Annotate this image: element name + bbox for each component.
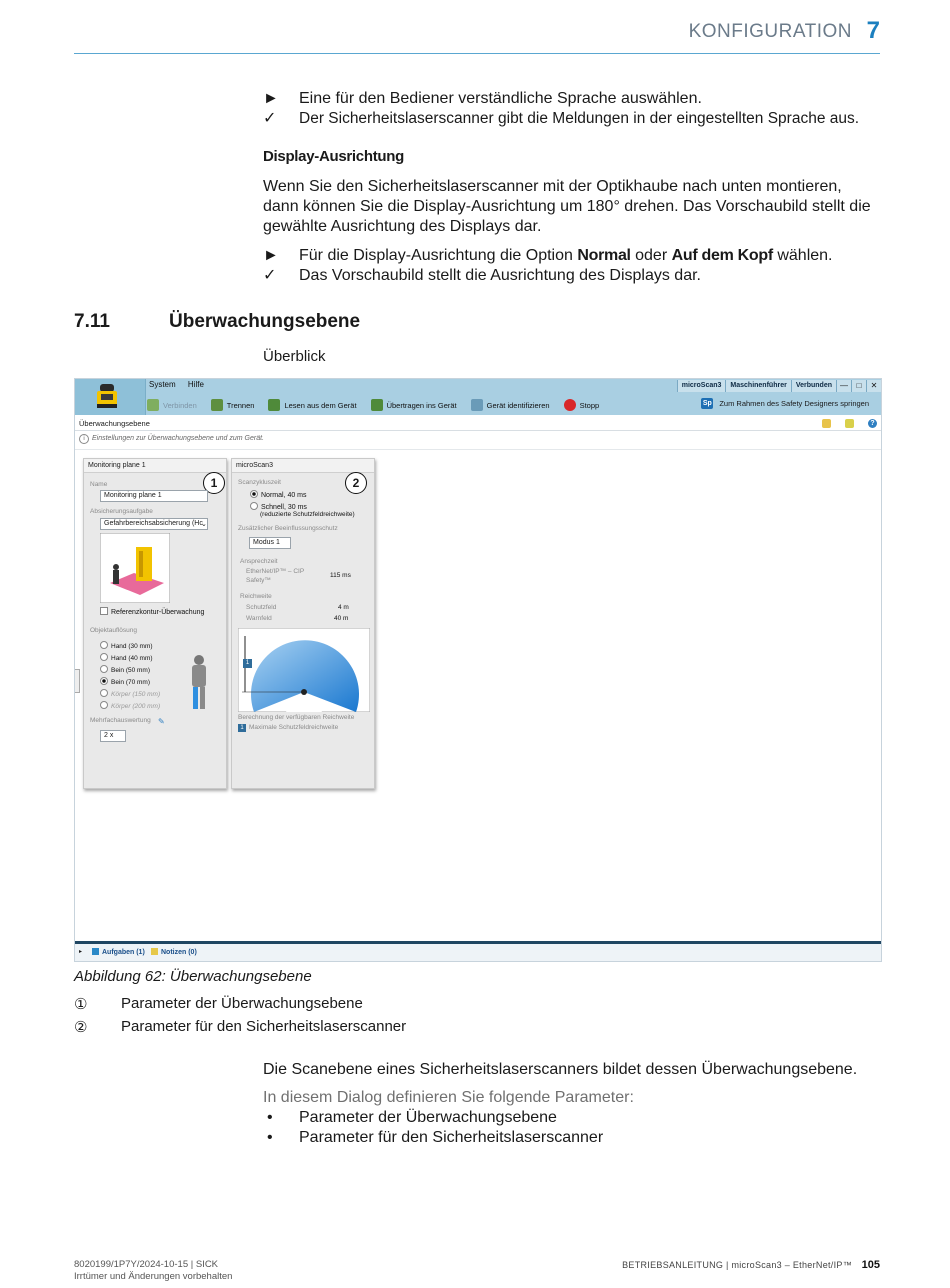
legend-text-1: Parameter der Überwachungsebene [121, 995, 363, 1012]
display-paragraph-line-3: gewählte Ausrichtung des Displays dar. [263, 218, 542, 235]
dialog-item: • Parameter für den Sicherheitslaserscanner [267, 1129, 604, 1146]
radio-button[interactable] [100, 641, 108, 649]
figure-caption: Abbildung 62: Überwachungsebene [74, 968, 312, 985]
header-rule [74, 53, 880, 54]
software-screenshot [74, 378, 882, 962]
notes-tab[interactable]: Notizen (0) [151, 948, 197, 956]
task-select[interactable]: Gefahrbereichsabsicherung (Hc [100, 518, 208, 530]
step-marker: ► [263, 247, 279, 264]
step-text: Eine für den Bediener verständliche Sprache auswählen. [299, 90, 702, 107]
breadcrumb: Überwachungsebene [79, 419, 150, 428]
expand-icon[interactable]: ▸ [79, 949, 83, 955]
help-icon[interactable]: ? [868, 419, 877, 428]
step-marker: ► [263, 90, 279, 107]
bullet-result [263, 109, 883, 129]
radio-button[interactable] [100, 653, 108, 661]
range-badge: 1 [243, 659, 252, 668]
resolution-options [100, 641, 160, 713]
display-heading: Display-Ausrichtung [263, 148, 404, 165]
radio-button[interactable] [100, 665, 108, 673]
resolution-option[interactable]: Hand (40 mm) [100, 653, 160, 665]
result-marker: ✓ [263, 110, 277, 127]
menu-system[interactable]: System [149, 380, 176, 389]
scan-cycle-label: Scanzykluszeit [238, 479, 281, 486]
identify-icon [471, 399, 483, 411]
legend-text-2: Parameter für den Sicherheitslaserscanner [121, 1018, 407, 1035]
minimize-button[interactable]: — [836, 380, 851, 392]
area-protection-illustration [100, 533, 170, 603]
dialog-item: • Parameter der Überwachungsebene [267, 1109, 557, 1126]
safety-designer-icon: Sp [702, 400, 712, 407]
info-text: Einstellungen zur Überwachungsebene und zum Gerät. [92, 435, 264, 442]
connect-button[interactable]: Verbinden [147, 399, 197, 411]
info-divider [75, 449, 881, 450]
panel-title: Monitoring plane 1 [84, 459, 226, 473]
warning-field-value: 40 m [334, 615, 349, 622]
result-marker: ✓ [263, 267, 277, 284]
response-time-value: 115 ms [330, 572, 351, 579]
radio-button[interactable] [250, 502, 258, 510]
scan-fast-option[interactable]: Schnell, 30 ms [250, 502, 307, 511]
bullet-dot: • [267, 1109, 273, 1126]
section-subheading: Überblick [263, 348, 326, 365]
resolution-option[interactable]: Bein (70 mm) [100, 677, 160, 689]
footer-left [74, 1259, 232, 1283]
radio-button[interactable] [250, 490, 258, 498]
footer-doc-id: 8020199/1P7Y/2024-10-15 | SICK [74, 1259, 219, 1270]
stop-button[interactable]: Stopp [564, 399, 600, 411]
calc-range-label: Berechnung der verfügbaren Reichweite [238, 714, 355, 721]
result-text: Der Sicherheitslaserscanner gibt die Meldungen in der eingestellten Sprache aus. [299, 110, 860, 127]
close-button[interactable]: ✕ [866, 380, 881, 392]
dialog-intro: In diesem Dialog definieren Sie folgende Parameter: [263, 1089, 634, 1106]
extra-protection-label: Zusätzlicher Beeinflussungsschutz [238, 525, 338, 532]
scanner-panel [231, 458, 375, 789]
step-text-prefix: Für die Display-Ausrichtung die Option [299, 247, 578, 264]
name-input[interactable]: Monitoring plane 1 [100, 490, 208, 502]
status-tabs [677, 380, 881, 392]
display-paragraph-line-2: dann können Sie die Display-Ausrichtung um 180° drehen. Das Vorschaubild stellt die [263, 198, 871, 215]
extra-protection-select[interactable]: Modus 1 [249, 537, 291, 549]
resolution-label: Objektauflösung [90, 627, 137, 634]
option-upside-down: Auf dem Kopf [671, 247, 773, 264]
read-from-device-button[interactable]: Lesen aus dem Gerät [268, 399, 356, 411]
legend-marker-2: ② [74, 1019, 88, 1036]
note-icon [151, 948, 158, 955]
disconnect-button[interactable]: Trennen [211, 399, 255, 411]
resolution-option[interactable]: Körper (200 mm) [100, 701, 160, 713]
resolution-option[interactable]: Bein (50 mm) [100, 665, 160, 677]
bullet-step [263, 89, 883, 109]
disconnect-icon [211, 399, 223, 411]
resolution-option[interactable]: Hand (30 mm) [100, 641, 160, 653]
callout-1: 1 [203, 472, 225, 494]
reference-contour-check[interactable]: Referenzkontur-Überwachung [100, 607, 204, 616]
toolbar [147, 396, 613, 414]
jump-label: Zum Rahmen des Safety Designers springen [719, 399, 869, 408]
resolution-option[interactable]: Körper (150 mm) [100, 689, 160, 701]
step-text-suffix: wählen. [772, 247, 833, 264]
section-title: Überwachungsebene [169, 311, 361, 332]
side-expander-handle[interactable] [75, 669, 80, 693]
maximize-button[interactable]: □ [851, 380, 866, 392]
multi-eval-select[interactable]: 2 x [100, 730, 126, 742]
page-icons [822, 419, 877, 428]
tab-device[interactable]: microScan3 [677, 380, 726, 392]
scan-fast-note: (reduzierte Schutzfeldreichweite) [260, 511, 355, 518]
notes-icon[interactable] [845, 419, 854, 428]
footer-manual-title: BETRIEBSANLEITUNG | microScan3 – EtherNet/IP™ [622, 1260, 852, 1270]
device-logo [75, 379, 146, 415]
footer-page-number: 105 [861, 1259, 880, 1271]
edit-icon[interactable]: ✎ [158, 717, 165, 726]
transfer-icon [371, 399, 383, 411]
jump-to-designer[interactable] [701, 398, 869, 409]
section-number: 7.11 [74, 311, 110, 332]
option-normal: Normal [577, 247, 631, 264]
breadcrumb-divider [75, 430, 881, 431]
tasks-tab[interactable]: Aufgaben (1) [92, 948, 145, 956]
callout-2: 2 [345, 472, 367, 494]
radio-button[interactable] [100, 677, 108, 685]
bullet-dot: • [267, 1129, 273, 1146]
body-paragraph: Die Scanebene eines Sicherheitslaserscanners bildet dessen Überwachungsebene. [263, 1061, 858, 1078]
display-result [263, 266, 883, 286]
scan-normal-option[interactable]: Normal, 40 ms [250, 490, 307, 499]
tab-user[interactable]: Maschinenführer [725, 380, 790, 392]
display-step [263, 246, 883, 266]
max-range-badge: 1 [238, 724, 246, 732]
footer-disclaimer: Irrtümer und Änderungen vorbehalten [74, 1271, 233, 1282]
warning-field-label: Warnfeld [246, 615, 272, 622]
info-icon: i [79, 434, 89, 444]
scan-field-preview [238, 628, 370, 712]
menu-help[interactable]: Hilfe [187, 380, 204, 389]
chevron-down-icon: ⌄ [201, 521, 207, 528]
radio-button[interactable] [100, 701, 108, 709]
tab-connection[interactable]: Verbunden [791, 380, 836, 392]
protective-field-label: Schutzfeld [246, 604, 277, 611]
info-line [79, 434, 264, 444]
multi-eval-label: Mehrfachauswertung [90, 717, 151, 724]
tasks-icon[interactable] [822, 419, 831, 428]
name-label: Name [90, 481, 108, 488]
step-text-mid: oder [630, 247, 672, 264]
max-range-legend: 1 Maximale Schutzfeldreichweite [238, 724, 338, 732]
response-protocol-1: EtherNet/IP™ – CIP [246, 568, 305, 575]
response-protocol-2: Safety™ [246, 577, 271, 584]
flag-icon [92, 948, 99, 955]
stop-icon [564, 399, 576, 411]
monitoring-plane-panel [83, 458, 227, 789]
display-paragraph-line-1: Wenn Sie den Sicherheitslaserscanner mit der Optikhaube nach unten montieren, [263, 178, 842, 195]
identify-device-button[interactable]: Gerät identifizieren [471, 399, 550, 411]
range-label: Reichweite [240, 593, 272, 600]
bottom-panel [75, 944, 881, 961]
protective-field-value: 4 m [338, 604, 349, 611]
task-label: Absicherungsaufgabe [90, 508, 153, 515]
header-section-title: KONFIGURATION [688, 21, 852, 42]
response-time-label: Ansprechzeit [240, 558, 278, 565]
scanner-icon [75, 379, 145, 415]
transfer-to-device-button[interactable]: Übertragen ins Gerät [371, 399, 457, 411]
result-text: Das Vorschaubild stellt die Ausrichtung des Displays dar. [299, 267, 701, 284]
legend-marker-1: ① [74, 996, 88, 1013]
header-chapter-number: 7 [866, 17, 880, 44]
radio-button[interactable] [100, 689, 108, 697]
read-icon [268, 399, 280, 411]
connect-icon [147, 399, 159, 411]
checkbox[interactable] [100, 607, 108, 615]
menu-bar [149, 380, 204, 389]
panel-title: microScan3 [232, 459, 374, 473]
worker-figure [186, 654, 212, 712]
